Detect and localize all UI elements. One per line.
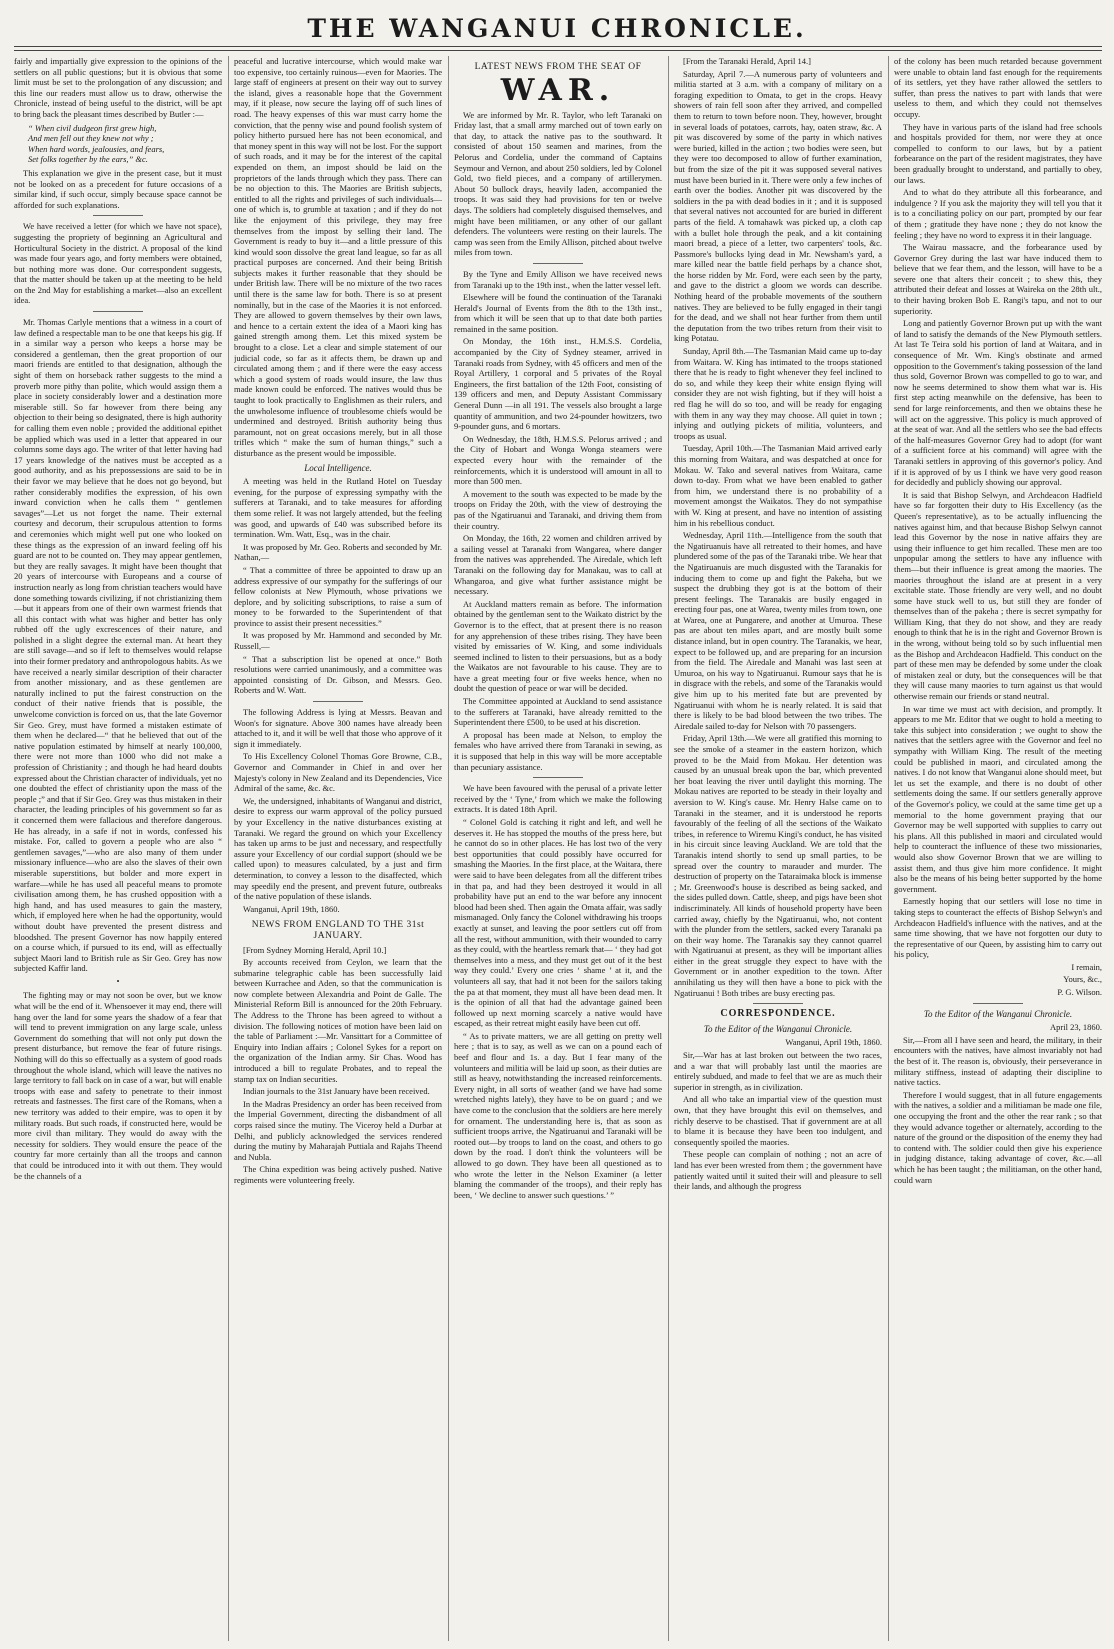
column-divider <box>668 56 669 1641</box>
heading-news-from-england: NEWS FROM ENGLAND TO THE 31st JANUARY. <box>251 920 425 941</box>
signature-name: P. G. Wilson. <box>1057 987 1102 998</box>
paragraph: These people can complain of nothing ; not an acre of land has ever been wrested from them ; the government have patiently waited until it suited their will and pleasure to sell their lands, and although the progress <box>674 1149 882 1192</box>
paragraph: On Monday, the 16th, 22 women and children arrived by a sailing vessel at Taranaki from Wangarea, where danger from the natives was apprehended. The Airedale, which left Taranaki on the following day for Manakau, was to call at Whangaroa, and give what further assistance might be necessary. <box>454 533 662 597</box>
paragraph: Long and patiently Governor Brown put up with the want of land to satisfy the demands of the New Plymouth settlers. At last Te Teira sold his portion of land at Waitara, and in consequence of Mr. Wm. King's obstinate and armed opposition to the Government's taking possession of the land thus sold, Governor Brown was compelled to go to war, and now he seems determined to show them what war is. His first step acting meanwhile on the defensive, has been to send for large reinforcements, and then we obtains these he will act on the aggressive. This policy is much approved of at the seat of war. And all the settlers who see the bad effects of the half-measures Governor Grey had to adopt (for want of a sufficient force at his command) will agree with the Taranaki settlers in approving of this governor's policy. And if it is approved of by us I think we have very good reason for decidedly and publicly showing our approval. <box>894 318 1102 488</box>
paragraph: Wednesday, April 11th.—Intelligence from the south that the Ngatiruanuis have all retreated to their homes, and have plundered some of the pas of the Taranaki tribe. We hear that the Ngatiruanuis are much disgusted with the Taranakis for inducing them to come up and fight the Pakeha, but we suspect the drubbing they got is at the bottom of their present feelings. The Taranakis are busily engaged in erecting four pas, one at Warea, twenty miles from town, one at Warea, one at Pungarere, and another at Umuroa. These pas are about ten miles apart, and are mostly built some distance inland, but in open country. The Taranakis, we hear, expect to be followed up, and are preparing for an incursion from the field. The Airedale and Manahi was last seen at Umuroa, on his way to Ngatiruanui. Rumour says that he is in disgrace with the rebels, and some of the Taranakis would give him up to his merited fate but are prevented by Ngatiruanui with whom he is nearly related. It is said that there is likely to be bad blood between the two tribes. The Airedale sailed to-day for Nelson with 70 passengers. <box>674 530 882 731</box>
paragraph: “ Colonel Gold is catching it right and left, and well he deserves it. He has stopped the mouths of the press here, but he cannot do so in other places. He has lost two of the very best opportunities that could possibly have occurred for smashing the Maories. In the first place, at the Waitara, there were said to have been delegates from all the different tribes in that pa, and had they been destroyed it would in all probability have put an end to the war before any innocent blood had been shed. Then again the Omata affair, was sadly mismanaged. Only fancy the Colonel withdrawing his troops exactly at sunset, and leaving the poor settlers cut off from all the rest, without ammunition, with their wounded to carry as they could, with the heartless remark that— ‘ they had got themselves into a mess, and they must get out of it the best way they could.’ Every one cries ‘ shame ’ at it, and the volunteers all say, that had it not been for the sailors taking the pa at that moment, they must all have been dead men. It is the opinion of all that had the advantage gained been followed up next morning scarcely a native would have escaped, as their retreat might easily have been cut off. <box>454 817 662 1029</box>
paragraph: Saturday, April 7.—A numerous party of volunteers and militia started at 3 a.m. with a company of military on a foraging expedition to Omata, to get in the crops. Heavy showers of rain fell soon after they arrived, and compelled them to return to town before noon. They, however, brought in several loads of potatoes, carrots, hay, oaten straw, &c. A pit was discovered by some of the party in which natives were buried, killed in the action ; two bodies were seen, but they were too decomposed to allow of further examination, but from the size of the pit it was supposed several natives must have been buried in it. There were only a few inches of earth over the bodies. Another pit was discovered by the soldiers in the pa with dead bodies in it ; and it is supposed that several natives not accounted for are buried in different parts of the field. A tomahawk was picked up, a cloth cap with a bullet hole through the peak, and a kit containing maori bread, a piece of a letter, two carpenters' tools, &c. Passmore's bullocks lying dead in Mr. Newsham's yard, a mare killed near the battle field perhaps by a chance shot, the horse ridden by Mr. Ford, were each seen by the party, and gave to the district a gloom we words can describe. Nothing heard of the probable movements of the southern natives. They are believed to be fully engaged in their tangi for the dead, and we shall not hear further from them until the deputation from the two tribes return from their visit to king Potatau. <box>674 68 882 344</box>
verse-line: And men fell out they knew not why ; <box>28 133 154 144</box>
column-1 <box>14 56 222 1641</box>
paragraph: A movement to the south was expected to be made by the troops on Friday the 20th, with the view of destroying the pas of the Ngatiruanui and Taranaki, and driving them from their country. <box>454 488 662 531</box>
heading-war: WAR. <box>500 72 616 108</box>
paragraph: peaceful and lucrative intercourse, which would make war too expensive, too certainly ruinous—even for Maories. The large staff of engineers at present on their way out to survey the island, gives a reasonable hope that the Government may, if it please, now secure the laying off of such lines of road. The heavy expenses of this war must carry home the conviction, that the penny wise and pound foolish system of policy hitherto pursued here has not been economical, and that money spent in this way will not be lost. For the support of such roads, and it may be for the interest of the capital expended on them, an impost should be laid on the proprietors of the lands through which they pass. There can be no objection to this. The Maories are British subjects, entitled to all the rights and privileges of such individuals—one of which is, to grumble at taxation ; and if they do not like the enjoyment of this privilege, they may free themselves from the impost by selling their land. The Government is ready to buy it—and a little pressure of this kind would soon dissolve the great land league, so far as all practical purposes are concerned. And their being British subjects makes it further reasonable that they should be under British law. There will be no mixture of the two races until there is the same law for both. There is so at present nominally, but in the case of the Maories it is not enforced. They are allowed to govern themselves by their own laws, and hence to a certain extent the idea of a Maori king has gained strength among them. Let this mixed system be brought to a close. Let a clear and simple statement of our judicial code, so far as it affects them, be drawn up and circulated among them ; and if there were the easy access which a good system of roads would insure, the law thus made known could be enforced. The natives would thus be taught to look practically to Englishmen as their rulers, and the unwholesome influence of troublesome chiefs would be undermined and destroyed. British authority being thus paramount, not on great occasions merely, but in all those trifles which “ make the sum of human things,” such a disturbance as the present would be impossible. <box>234 56 442 458</box>
paragraph: Therefore I would suggest, that in all future engagements with the natives, a soldier and a militiaman be made one file, one occupying the front and the other the rear rank ; so that they would advance together or alternately, according to the nature of the ground or the disposition of the enemy they had to contend with. The soldier could then give his experience in judging distance, taking advantage of cover, &c.—all which he has been taught ; the militiaman, on the other hand, could warn <box>894 1089 1102 1185</box>
verse-line: Set folks together by the ears,” &c. <box>28 154 148 165</box>
paragraph: [From the Taranaki Herald, April 14.] <box>683 56 811 66</box>
divider <box>313 701 363 702</box>
paragraph: The Wairau massacre, and the forbearance used by Governor Grey during the last war have induced them to believe that we fear them, and the lesson, will have to be a severe one that alters their conceit ; to shew this, they attributed their defeat and losses at Waireka on the 28th ult., to their having broken Bob E. Rangi's tapu, and not to our superiority. <box>894 242 1102 316</box>
signoff: I remain, <box>1071 961 1102 972</box>
paragraph: The following Address is lying at Messrs. Beavan and Woon's for signature. Above 300 names have already been attached to it, and it will be well that those who approve of it sign it immediately. <box>234 707 442 749</box>
paragraph: In the Madras Presidency an order has been received from the Imperial Government, directing the disbandment of all corps raised since the mutiny. The Viceroy held a Durbar at Delhi, and publicly acknowledged the services rendered during the mutiny by Maharajah Puttiala and Rajahs Theend and Nubla. <box>234 1098 442 1162</box>
paragraph: It was proposed by Mr. Geo. Roberts and seconded by Mr. Nathan,— <box>234 541 442 563</box>
columns <box>14 56 1102 1641</box>
paragraph: Elsewhere will be found the continuation of the Taranaki Herald's Journal of Events from the 8th to the 13th inst., from which it will be seen that up to that date both parties remained in the same position. <box>454 292 662 334</box>
paragraph: “ As to private matters, we are all getting on pretty well here ; that is to say, as well as we can on a pound each of beef and flour and 1s. a day. But I fear many of the volunteers and militia will be laid up soon, as their duties are still as heavy, notwithstanding the increased reinforcements. Every night, in all sorts of weather (and we have had some wretched nights lately), they have to be on guard ; and we have come to the conclusion that the soldiers are here merely for ornament. The understanding here is, that as soon as sufficient troops arrive, the Ngatiruanui and Taranaki will be rooted out—by troops to land on the coast, and others to go down by the road. I don't think the volunteers will be allowed to go down. They have been all questioned as to who wrote the letter in the Nelson Examiner (a letter blaming the commander of the troops), and their reply has been, ‘ We decline to answer such questions.’ ” <box>454 1030 662 1200</box>
paragraph: We have received a letter (for which we have not space), suggesting the propriety of beginning an Agricultural and Horticultural Society in the district. A proposal of the kind was made four years ago, and forty members were obtained, but nothing more was done. Our correspondent suggests, that the matter should be taken up at the meeting to be held on the 2nd May for establishing a market—also an excellent idea. <box>14 221 222 306</box>
paragraph: The fighting may or may not soon be over, but we know what will be the end of it. Whensoever it may end, there will hang over the land for some years the shadow of a fear that will tend to prevent immigration on any large scale, unless Government do something that will not only put down the present disturbance, but remove the fear of future risings. Nothing will do this so effectually as a system of good roads throughout the whole island, which will leave the natives no large territory to fall back on in case of a war, but will enable troops with ease and safety to penetrate to their inmost retreats and fastnesses. The first care of the Romans, when a new territory was added to their empire, was to open it by military roads. But such roads, if constructed here, would be more civil than military. They would do away with the necessity for soldiers. They would ensure the peace of the country far more certainly than all the troops and cannon that could be introduced into it with out them. They would be the channels of a <box>14 990 222 1181</box>
dateline: April 23, 1860. <box>1050 1022 1102 1033</box>
paragraph: Tuesday, April 10th.—The Tasmanian Maid arrived early this morning from Waitara, and was despatched at once for Mokau. W. Tako and several natives from Waitara, came down to-day. From what we have been enabled to gather from him, we understand there is no probability of a movement amongst the Waikatos. They do not sympathise with W. King at present, and have no intention of assisting him in his rebellious conduct. <box>674 443 882 528</box>
column-4 <box>674 56 882 1641</box>
paragraph: We have been favoured with the perusal of a private letter received by the ‘ Tyne,’ from which we make the following extracts. It is dated 18th April. <box>454 783 662 815</box>
paragraph: Sir,—From all I have seen and heard, the military, in their encounters with the natives, have almost invariably not had the best of it. The reason is, obviously, their perseverance in military stiffness, instead of adapting their discipline to native tactics. <box>894 1034 1102 1088</box>
divider <box>973 1003 1023 1004</box>
paragraph: of the colony has been much retarded because government were unable to obtain land fast enough for the requirements of its settlers, yet they have rather allowed the settlers to suffer, than press the natives to part with lands that were useless to them, and which they could not themselves occupy. <box>894 56 1102 119</box>
divider <box>93 311 143 312</box>
paragraph: Sir,—War has at last broken out between the two races, and a war that will probably last until the maories are entirely subdued, and made to feel that we are as much their superior in strength, as in civilization. <box>674 1050 882 1092</box>
column-3 <box>454 56 662 1641</box>
paragraph: “ That a committee of three be appointed to draw up an address expressive of our sympathy for the sufferings of our fellow colonists at New Plymouth, whose privations we deplore, and by soliciting subscriptions, to raise a sum of money to be forwarded to the Superintendent of that province to assist their present necessities.” <box>234 564 442 628</box>
paragraph: “ That a subscription list be opened at once.” Both resolutions were carried unanimously, and a committee was appointed consisting of Dr. Gibson, and Messrs. Geo. Roberts and W. Watt. <box>234 653 442 696</box>
verse-quote <box>28 123 222 165</box>
paragraph: And to what do they attribute all this forbearance, and indulgence ? If you ask the majority they will tell you that it is to a conciliating policy on our part, prompted by our fear of them ; gratitude they have none ; they do not know the feeling ; they have no word to express it in their language. <box>894 187 1102 240</box>
paragraph: This explanation we give in the present case, but it must not be looked on as a precedent for future occasions of a similar kind, if such occur, simply because space cannot be afforded for such explanations. <box>14 167 222 210</box>
column-divider <box>228 56 229 1641</box>
paragraph: It was proposed by Mr. Hammond and seconded by Mr. Russell,— <box>234 630 442 652</box>
heading-latest-news: LATEST NEWS FROM THE SEAT OF <box>474 62 642 72</box>
masthead-rule-top <box>14 46 1102 47</box>
paragraph: Friday, April 13th.—We were all gratified this morning to see the smoke of a steamer in the eastern horizon, which proved to be the Maid from Mokau. Her detention was caused by an unusual break upon the bar, which prevented her boat leaving the river until daylight this morning. The Mokau natives are reported to be steady in their loyalty and aversion to W. King's cause. Mr. Henry Halse came on to Taranaki in the steamer, and it is understood he reports favourably of the feeling of all the sections of the Waikato tribes, in reference to Wiremu Kingi's conduct, he has visited in his circuit since leaving Auckland. We are told that the Taranakis intend shortly to send up small parties, to be spread over the country to marauder and murder. The destruction of property on the Tataraimaka block is immense ; Mr. Greenwood's house is described as being sacked, and the sides pulled down. Cattle, sheep, and pigs have been shot indiscriminately. All kinds of household property have been carried away, chiefly by the Ngatiruanui, who, not content with the plunder from the settlers, sacked every Taranaki pa on their way home. The Taranakis say they cannot quarrel with Ngatiruanui at present, as they will be important allies either in the great struggle they expect to have with the Government or in another expedition to the town. After annihilating us they will then have a bone to pick with the Ngatiruanui ! Both tribes are busy erecting pas. <box>674 733 882 998</box>
paragraph: By the Tyne and Emily Allison we have received news from Taranaki up to the 19th inst., when the latter vessel left. <box>454 268 662 290</box>
paragraph: fairly and impartially give expression to the opinions of the settlers on all public questions; but it is obvious that some limit must be set to the prolongation of any discussion; and this line our readers must allow us to draw, otherwise the Chronicle, instead of being useful to the district, will be apt to bring back the pleasant times described by Butler :— <box>14 56 222 119</box>
paragraph: Sunday, April 8th.—The Tasmanian Maid came up to-day from Waitara. W. King has intimated to the troops stationed there that he is ready to fight whenever they feel inclined to do so, and while they keep their white ensign flying will consider they are not wish fighting, but if they will hoist a red flag he will do so too, and will be ready for engaging with them in any way they may choose. All quiet in town ; inlying and outlying pickets of militia, volunteers, and troops as usual. <box>674 346 882 441</box>
paragraph: At Auckland matters remain as before. The information obtained by the gentleman sent to the Waikato district by the Governor is to the effect, that at present there is no reason for any apprehension of these tribes rising. They have been visited by emissaries of W. King, and some individuals seemed inclined to listen to their persuasions, but as a body the Waikatos are not favourable to his cause. They are to have a great meeting four or five weeks hence, when no doubt the question of peace or war will be decided. <box>454 598 662 694</box>
divider <box>533 777 583 778</box>
paragraph: Wanganui, April 19th, 1860. <box>243 903 340 914</box>
separator-dot: • <box>116 976 120 986</box>
divider <box>93 215 143 216</box>
divider <box>533 263 583 264</box>
paragraph: They have in various parts of the island had free schools and hospitals provided for them, nor were they at once compelled to conform to our laws, but by a patient forbearance on the part of the resident magistrates, they have been gradually brought to understand, and partially to obey, our laws. <box>894 121 1102 185</box>
paragraph: The China expedition was being actively pushed. Native regiments were volunteering freely. <box>234 1164 442 1185</box>
signoff: Yours, &c., <box>1063 974 1102 985</box>
heading-local-intelligence: Local Intelligence. <box>304 462 372 473</box>
paragraph: Mr. Thomas Carlyle mentions that a witness in a court of law defined a respectable man to be one that keeps his gig. If in a similar way a person who keeps a horse may be considered a gentleman, then the great proportion of our maori friends are entitled to that designation, although the sight of them on horseback rather suggests to the mind a proverb more pithy than polite, which would assign them a place in society considerably lower and a destination more miserable still. So far however from there being any objection to their being so designated, there is high authority for calling them even noble ; provided the additional epithet be applied which was used in a letter that appeared in our columns some days ago. The writer of that letter having had 17 years knowledge of the natives must be accepted as a good authority, and as his prepossessions are said to be in their favor we may believe that he does not go beyond, but rather considerably modifies the expression, of his own inward conviction when he calls them “ gentlemen savages”—Let us not forget the name. Their external courtesy and decorum, their scrupulous attention to forms and ceremonies which might well put one who looked on these things as the expression of an inward feeling off his guard are not to be counted on. They may appear gentlemen, but they are really savages. It might have been thought that 20 years of intercourse with Europeans and a course of instruction nearly as long from christian teachers would have done something towards civilizing, if not christianizing them—but it appears from one of their own warmest friends that all this contact with what was higher and better has only rubbed off the ugly excrescences of their nature, and polished in a slight degree the external man. At heart they are still savage—and so if left to themselves would relapse into their former predatory and anthropologous habits. As we have received a nearly similar description of their character from another missionary, and as these gentlemen are naturally inclined to put the fairest construction on the conduct of their native friends that is possible, the unwelcome conviction is forced on us, that the late Governor Sir Geo. Grey, must have formed a mistaken estimate of them when he declared—“ that he believed that out of the native population estimated by himself at nearly 100,000, there were not more than 1000 who did not make a profession of Christianity ; and though he had heard doubts expressed about the Christian character of individuals, yet no one doubted the effect of christianity upon the mass of the people ;” and that if Sir Geo. Grey was thus mistaken in their character, the leading principles of his government so far as it concerned them were fallacious and therefore dangerous. He has already, in a safe if not in words, confessed his mistake. For, called to govern a people who are also “ gentlemen savages,”—who are also many of them under missionary influence—who are also the slaves of their own miserable superstitions, but bolder and more expert in warfare—while he has used all peaceful means to promote civilisation among them, he has crushed opposition with a high hand, and has used measures to gain the mastery, which, if employed here when he had the opportunity, would without doubt have prevented the present distress and bloodshed. The present Governor has now happily entered on a course which, if pursued to its end, will as effectually subject Maori land to British rule as Sir Geo. Grey has now subjected Kaffir land. <box>14 317 222 974</box>
paragraph: A meeting was held in the Rutland Hotel on Tuesday evening, for the purpose of expressing sympathy with the sufferers at Taranaki, and to take measures for affording them some relief. It was not largely attended, but the feeling was good, and upwards of £40 was subscribed before its termination. Wm. Watt, Esq., was in the chair. <box>234 476 442 540</box>
paragraph: To His Excellency Colonel Thomas Gore Browne, C.B., Governor and Commander in Chief in and over her Majesty's colony in New Zealand and its Dependencies, Vice Admiral of the same, &c. &c. <box>234 751 442 794</box>
paragraph: On Wednesday, the 18th, H.M.S.S. Pelorus arrived ; and the City of Hobart and Wonga Wonga steamers were expected every hour with the remainder of the reinforcements, which it is understood will amount in all to more than 500 men. <box>454 433 662 487</box>
paragraph: A proposal has been made at Nelson, to employ the females who have arrived there from Taranaki in sewing, as it is supposed that help in this way will be more acceptable than pecuniary assistance. <box>454 729 662 772</box>
heading-to-the-editor: To the Editor of the Wanganui Chronicle. <box>923 1008 1073 1019</box>
paragraph: We, the undersigned, inhabitants of Wanganui and district, desire to express our warm approval of the policy pursued by your Excellency in the native disturbances existing at Taranaki. We regard the ground on which your Excellency has taken up arms to be just and necessary, and respectfully assure your Excellency of our cordial support (should we be called upon) to measures calculated, by a just and firm determination, to convey a lesson to the disaffected, which may speedily end the present, and prevent future, outbreaks of the native population of these islands. <box>234 795 442 902</box>
paragraph: [From Sydney Morning Herald, April 10.] <box>243 944 387 955</box>
paragraph: And all who take an impartial view of the question must own, that they have brought this evil on themselves, and richly deserve to be chastised. That if government are at all to blame it is because they have been too indulgent, and consequently spoiled the maories. <box>674 1094 882 1147</box>
masthead-title: THE WANGANUI CHRONICLE. <box>307 14 807 43</box>
verse-line: “ When civil dudgeon first grew high, <box>28 122 157 133</box>
paragraph: Earnestly hoping that our settlers will lose no time in taking steps to counteract the effects of Bishop Selwyn's and Archdeacon Hadfield's influence with the natives, and at the same time showing, that we have not forgotten our duty to the representative of our Queen, by assisting him to carry out his policy, <box>894 896 1102 960</box>
paragraph: We are informed by Mr. R. Taylor, who left Taranaki on Friday last, that a small army marched out of town early on that day, to attack the native pas to the southward. It consisted of about 150 seamen and marines, from the Pelorus and Cordelia, under the command of Captains Seymour and Vernon, and about 250 soldiers, led by Colonel Gold, two field pieces, and a company of artillerymen. About 50 bullock drays, heavily laden, accompanied the troops. It was said they had provisions for ten or twelve days. The soldiers had completely disguised themselves, and might have been militiamen, or any other of our gallant defenders. The volunteers were resting on their laurels. The camp was seen from the Emily Allison, pitched about twelve miles from town. <box>454 109 662 258</box>
dateline: Wanganui, April 19th, 1860. <box>785 1037 882 1048</box>
masthead-rule-bottom <box>14 50 1102 51</box>
heading-to-the-editor: To the Editor of the Wanganui Chronicle. <box>703 1023 853 1034</box>
paragraph: It is said that Bishop Selwyn, and Archdeacon Hadfield have so far forgotten their duty to His Excellency (as the Queen's representative), as to be actually influencing the natives against him, and that because Bishop Selwyn cannot lead this Governor by the nose in native affairs they are using their influence to get him recalled. These men are too unpopular among the settlers to have any influence with them—but their influence is great among the maories. The maories throughout the island are at present in a very excitable state. Those friendly are very well, and no doubt some have stuck well to us, but still they are fonder of themselves than of the pakeha ; there is secret sympathy for William King, that they do not show, and they are ready enough to think that he is in the right and Governor Brown is in the wrong, without being told so by such influential men as the Bishop and Archdeacon Hadfield. This conduct on the part of these men may be defended by some under the cloak of mistaken zeal or duty, but the consequences will be that they will cause many maories to turn against us that would otherwise remain our friends or stand neutral. <box>894 489 1102 702</box>
paragraph: By accounts received from Ceylon, we learn that the submarine telegraphic cable has been successfully laid between Kurrachee and Aden, so that the communication is now complete between Alexandria and Point de Galle. The Ministerial Reform Bill is announced for the 20th February. The Address to the Throne has been agreed to without a division. The following notices of motion have been laid on the table of Parliament :—Mr. Vansittart for a Committee of Enquiry into Indian affairs ; Colonel Sykes for a report on the organization of the Indian army. Sir Chas. Wood has introduced a bill to regulate Probates, and to repeal the stamp tax on Indian securities. <box>234 957 442 1084</box>
column-2 <box>234 56 442 1641</box>
paragraph: On Monday, the 16th inst., H.M.S.S. Cordelia, accompanied by the City of Sydney steamer, arrived in Taranaki roads from Sydney, with 45 officers and men of the Royal Artillery, 1 corporal and 5 privates of the Royal Engineers, the first battalion of the 12th Foot, consisting of 139 officers and men, and Deputy Assistant Commissary General Dunn —in all 191. The vessels also brought a large quantity of ammunition, and two 24-pounder howitzers, two 9-pounder guns, and 6 mortars. <box>454 336 662 432</box>
column-5 <box>894 56 1102 1641</box>
paragraph: In war time we must act with decision, and promptly. It appears to me Mr. Editor that we ought to hold a meeting to take this subject into consideration ; we ought to show the natives that the settlers agree with the Governor and feel no sympathy with William King. The result of the meeting could be published in maori, and circulated among the natives. I do not know that Wanganui alone should meet, but let us set the example, and there is no doubt of other settlements doing the same. If our settlers generally approve of the Governor's policy, we could at the same time get up a memorial to the home government praying that our Governor may be well supported with supplies to carry out his plans. All this published in maori and circulated would help to counteract the influence of these two missionaries, would also show Governor Brown that we are willing to assist them, and thus give him more confidence. It might also be the means of his being better supported by the home government. <box>894 703 1102 894</box>
paragraph: Indian journals to the 31st January have been received. <box>243 1086 430 1097</box>
column-divider <box>888 56 889 1641</box>
divider <box>753 1003 803 1004</box>
column-divider <box>448 56 449 1641</box>
heading-correspondence: CORRESPONDENCE. <box>720 1008 836 1020</box>
paragraph: The Committee appointed at Auckland to send assistance to the sufferers at Taranaki, have already remitted to the Superintendent there £500, to be used at his discretion. <box>454 696 662 728</box>
verse-line: When hard words, jealousies, and fears, <box>28 143 165 154</box>
